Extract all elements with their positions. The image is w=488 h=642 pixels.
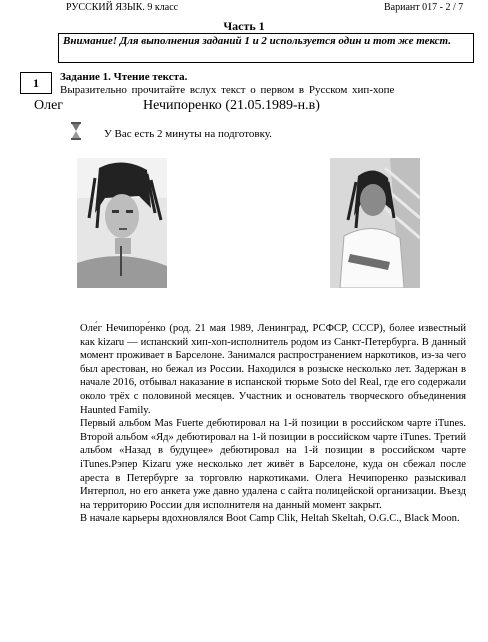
notice-box: Внимание! Для выполнения заданий 1 и 2 используется один и тот же текст.	[58, 33, 474, 63]
first-name: Олег	[34, 98, 64, 113]
subject-header: РУССКИЙ ЯЗЫК. 9 класс	[66, 2, 179, 13]
task-number: 1	[20, 72, 52, 94]
biography-text	[80, 322, 466, 526]
last-name-line	[143, 98, 320, 114]
bio-paragraph: В начале карьеры вдохновлялся Boot Camp Clik, Heltah Skeltah, O.G.C., Black Moon.	[80, 513, 460, 525]
hourglass-icon	[70, 122, 82, 140]
bio-paragraph: Первый альбом Mas Fuerte дебютировал на 1-й позиции в российском чарте iTunes. Второй альбом «Яд» дебютировал на 1-й позиции в российском чарте iTunes. Третий альбом «Назад в будущее» дебютировал на 1-й позиции в российском чарте iTunes.Рэпер Kizaru уже несколько лет живёт в Барселоне, куда он сбежал после ареста в Петербурге за торговлю наркотиками. Олега Нечипоренко разыскивал Интерпол, но его анкета уже давно удалена с сайта полицейской организации. Въезд на территорию России для исполнителя на данный момент закрыт.	[80, 418, 466, 511]
variant-header: Вариант 017 - 2 / 7	[384, 2, 464, 13]
task-instruction: Выразительно прочитайте вслух текст о первом в Русском хип-хопе	[60, 84, 395, 96]
prep-time-note: У Вас есть 2 минуты на подготовку.	[104, 128, 272, 140]
last-name: Нечипоренко	[143, 98, 222, 113]
portrait-photo-2	[330, 158, 420, 288]
task-title: Задание 1. Чтение текста.	[60, 71, 188, 83]
part-title: Часть 1	[223, 19, 265, 33]
birth-date: (21.05.1989-н.в)	[225, 98, 320, 113]
portrait-photo-1	[77, 158, 167, 288]
bio-paragraph: Оле́г Нечипоре́нко (род. 21 мая 1989, Ленинград, РСФСР, СССР), более известный как kizaru — испанский хип-хоп-исполнитель родом из Санкт-Петербурга. В данный момент проживает в Барселоне. Занимался распространением наркотиков, из-за чего был арестован, но бежал из России. Находился в розыске несколько лет. Задержан в начале 2016, отбывал наказание в испанской тюрьме Soto del Real, где его содержали около трёх с половиной месяцев. Участник и основатель творческого объединения Haunted Family.	[80, 323, 466, 416]
